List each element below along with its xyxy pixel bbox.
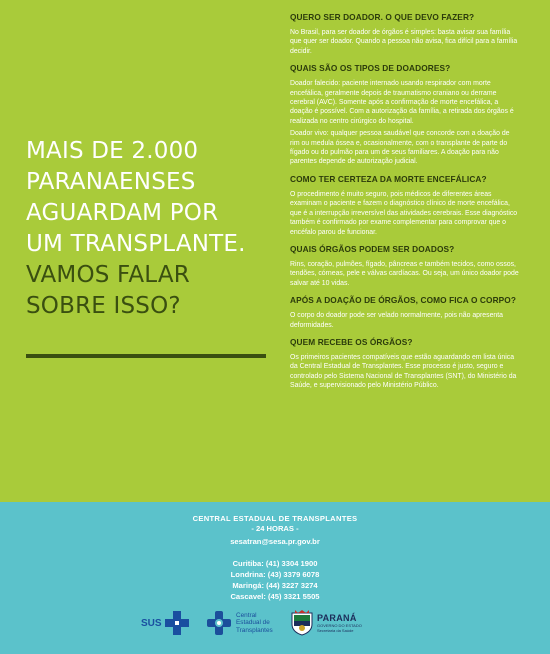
phone-line: Curitiba: (41) 3304 1900 — [232, 559, 318, 568]
headline-line: MAIS DE 2.000 — [26, 138, 199, 164]
headline — [26, 136, 276, 322]
parana-logo — [291, 606, 362, 640]
contact-title: CENTRAL ESTADUAL DE TRANSPLANTES — [192, 514, 358, 523]
faq-section — [290, 63, 520, 167]
headline-line: UM TRANSPLANTE. — [26, 231, 246, 257]
phone-line: Maringá: (44) 3227 3274 — [232, 581, 318, 590]
faq-question: QUAIS SÃO OS TIPOS DE DOADORES? — [290, 63, 451, 74]
faq-question: APÓS A DOAÇÃO DE ÓRGÃOS, COMO FICA O CORPO? — [290, 295, 517, 306]
sus-logo-text: SUS — [141, 617, 162, 629]
headline-line-dark: SOBRE ISSO? — [26, 293, 181, 319]
faq-answer: O corpo do doador pode ser velado normalmente, pois não apresenta deformidades. — [290, 312, 503, 329]
faq-answer: Doador falecido: paciente internado usando respirador com morte encefálica, geralmente depois de traumatismo craniano ou derrame cerebral (AVC). Somente após a confirmação de morte encefálica, a doação é possível. Com a autorização da família, a retirada dos órgãos é realizada no centro cirúrgico do hospital. — [290, 80, 514, 125]
faq-answer: Rins, coração, pulmões, fígado, pâncreas e também tecidos, como ossos, tendões, córneas, pele e válvas cardíacas. Ou seja, um único doador pode salvar até 10 vidas. — [290, 260, 519, 287]
faq-question: QUAIS ÓRGÃOS PODEM SER DOADOS? — [290, 243, 455, 254]
faq-question: QUEM RECEBE OS ÓRGÃOS? — [290, 336, 413, 347]
parana-sub: GOVERNO DO ESTADO — [317, 623, 362, 628]
faq-answer: Doador vivo: qualquer pessoa saudável que concorde com a doação de rim ou medula óssea e, ocasionalmente, com o transplante de parte do fígado ou do pulmão para um de seus familiares. A doação para não parentes depende de autorização judicial. — [290, 130, 510, 166]
sus-logo — [141, 606, 189, 640]
faq-answer: No Brasil, para ser doador de órgãos é simples: basta avisar sua família que quer ser doador. Quando a pessoa não avisa, fica difícil para a família decidir. — [290, 29, 518, 55]
cet-line: Central — [236, 611, 257, 619]
headline-underline — [26, 354, 266, 358]
faq-question: QUERO SER DOADOR. O QUE DEVO FAZER? — [290, 12, 475, 22]
headline-line: AGUARDAM POR — [26, 200, 219, 226]
logo-bar — [0, 606, 550, 646]
contact-email[interactable]: sesatran@sesa.pr.gov.br — [230, 537, 320, 546]
contact-hours: - 24 HORAS - — [251, 524, 299, 533]
cet-line: Estadual de — [236, 619, 270, 627]
cet-line: Transplantes — [236, 626, 273, 634]
contact-block — [0, 514, 550, 602]
parana-sub: Secretaria da Saúde — [317, 628, 354, 633]
transplant-cross-icon — [206, 610, 232, 636]
parana-text — [317, 613, 362, 633]
central-transplantes-text — [236, 612, 273, 635]
faq-answer: O procedimento é muito seguro, pois médicos de diferentes áreas examinam o paciente e fazem o diagnóstico clínico de morte encefálica, que é a interrupção irreversível das atividades cerebrais. Esse diagnóstico também é confirmado por exame complementar para comprovar que o encéfalo parou de funcionar. — [290, 190, 518, 236]
phone-list — [0, 558, 550, 602]
contact-panel — [0, 502, 550, 654]
parana-name: PARANÁ — [317, 613, 357, 623]
faq-section — [290, 295, 520, 330]
faq-section — [290, 12, 520, 56]
faq-question: COMO TER CERTEZA DA MORTE ENCEFÁLICA? — [290, 173, 487, 184]
parana-crest-icon — [291, 610, 313, 636]
faq-answer: Os primeiros pacientes compatíveis que estão aguardando em lista única da Central Estadual de Transplantes. Esse processo é justo, seguro e controlado pelo Sistema Nacional de Transplantes (SNT), do Ministério da Saúde, e supervisionado pelo Ministério Público. — [290, 353, 517, 390]
phone-line: Cascavel: (45) 3321 5505 — [230, 592, 320, 601]
phone-line: Londrina: (43) 3379 6078 — [230, 570, 320, 579]
headline-line-dark: VAMOS FALAR — [26, 262, 190, 288]
faq-section — [290, 244, 520, 288]
faq-section — [290, 174, 520, 237]
faq-column — [290, 12, 520, 398]
headline-line: PARANAENSES — [26, 169, 196, 195]
sus-cross-icon — [165, 611, 189, 635]
faq-section — [290, 337, 520, 391]
central-transplantes-logo — [206, 606, 273, 640]
